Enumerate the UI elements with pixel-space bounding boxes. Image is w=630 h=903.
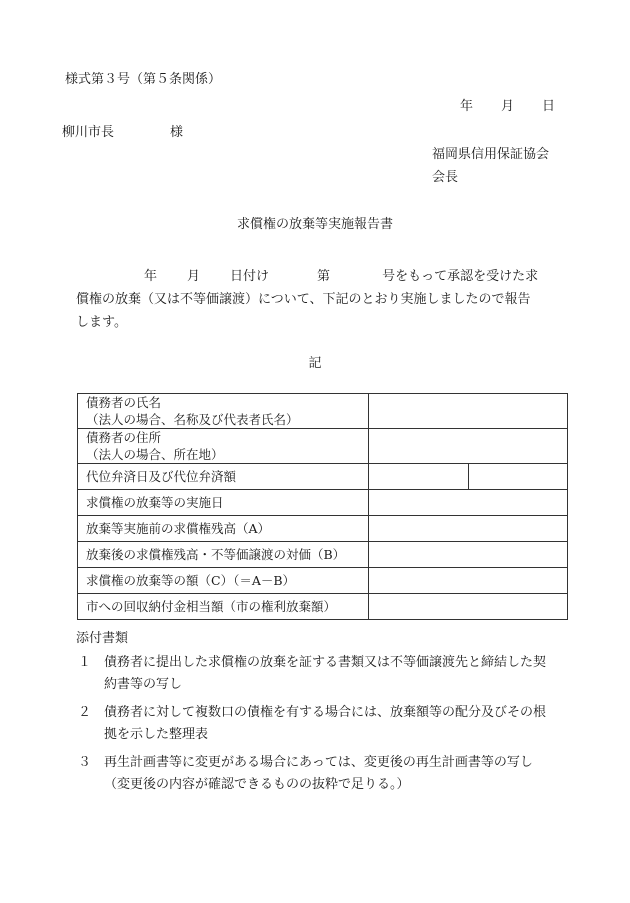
attachments-title: 添付書類 (76, 631, 129, 646)
body-line-1: 年 月 日付け 第 号をもって承認を受けた求 (144, 269, 539, 284)
date-line (460, 100, 555, 113)
row-value-debtor-address[interactable] (369, 429, 568, 464)
row-label-subrogation: 代位弁済日及び代位弁済額 (78, 464, 369, 490)
table-row (78, 464, 568, 490)
form-number: 様式第３号（第５条関係） (65, 72, 222, 87)
row-label-balance-before: 放棄等実施前の求償権残高（A） (78, 516, 369, 542)
row-label-waiver-amount: 求償権の放棄等の額（C）（＝A－B） (78, 568, 369, 594)
list-item: １ 債務者に提出した求償権の放棄を証する書類又は不等価譲渡先と締結した契 約書等の写し (78, 655, 547, 692)
addressee (62, 126, 183, 139)
row-value-balance-after[interactable] (369, 542, 568, 568)
date-day: 日 (542, 99, 556, 114)
row-label-balance-after: 放棄後の求償権残高・不等価譲渡の対価（B） (78, 542, 369, 568)
table-row (78, 516, 568, 542)
document-title: 求償権の放棄等実施報告書 (236, 217, 393, 232)
row-value-waiver-amount[interactable] (369, 568, 568, 594)
row-value-city-amount[interactable] (369, 594, 568, 620)
body-line-3: します。 (76, 315, 127, 330)
report-body (76, 265, 566, 334)
row-label-debtor-name: 債務者の氏名 （法人の場合、名称及び代表者氏名） (78, 394, 369, 429)
table-row (78, 594, 568, 620)
addressee-honorific: 様 (170, 125, 184, 140)
table-row (78, 490, 568, 516)
row-value-debtor-name[interactable] (369, 394, 568, 429)
table-row (78, 568, 568, 594)
row-label-city-amount: 市への回収納付金相当額（市の権利放棄額） (78, 594, 369, 620)
row-label-debtor-address: 債務者の住所 （法人の場合、所在地） (78, 429, 369, 464)
body-line-2: 償権の放棄（又は不等価譲渡）について、下記のとおり実施しましたので報告 (76, 292, 531, 307)
row-value-balance-before[interactable] (369, 516, 568, 542)
row-value-subrogation-amount[interactable] (468, 464, 568, 490)
table-row (78, 429, 568, 464)
date-month: 月 (501, 99, 515, 114)
list-item: ３ 再生計画書等に変更がある場合にあっては、変更後の再生計画書等の写し （変更後の内容が確認できるものの抜粋で足りる。） (78, 755, 533, 792)
list-item: ２ 債務者に対して複数口の債権を有する場合には、放棄額等の配分及びその根 拠を示した整理表 (78, 705, 547, 742)
report-table (77, 393, 568, 620)
row-value-subrogation-date[interactable] (369, 464, 469, 490)
row-value-waiver-date[interactable] (369, 490, 568, 516)
addressee-name: 柳川市長 (62, 125, 115, 140)
ki-heading: 記 (308, 356, 322, 371)
issuer-title: 会長 (432, 170, 459, 185)
table-row (78, 394, 568, 429)
issuer-organization: 福岡県信用保証協会 (432, 147, 550, 162)
attachments-list (78, 652, 568, 802)
table-row (78, 542, 568, 568)
date-year: 年 (460, 99, 474, 114)
row-label-waiver-date: 求償権の放棄等の実施日 (78, 490, 369, 516)
